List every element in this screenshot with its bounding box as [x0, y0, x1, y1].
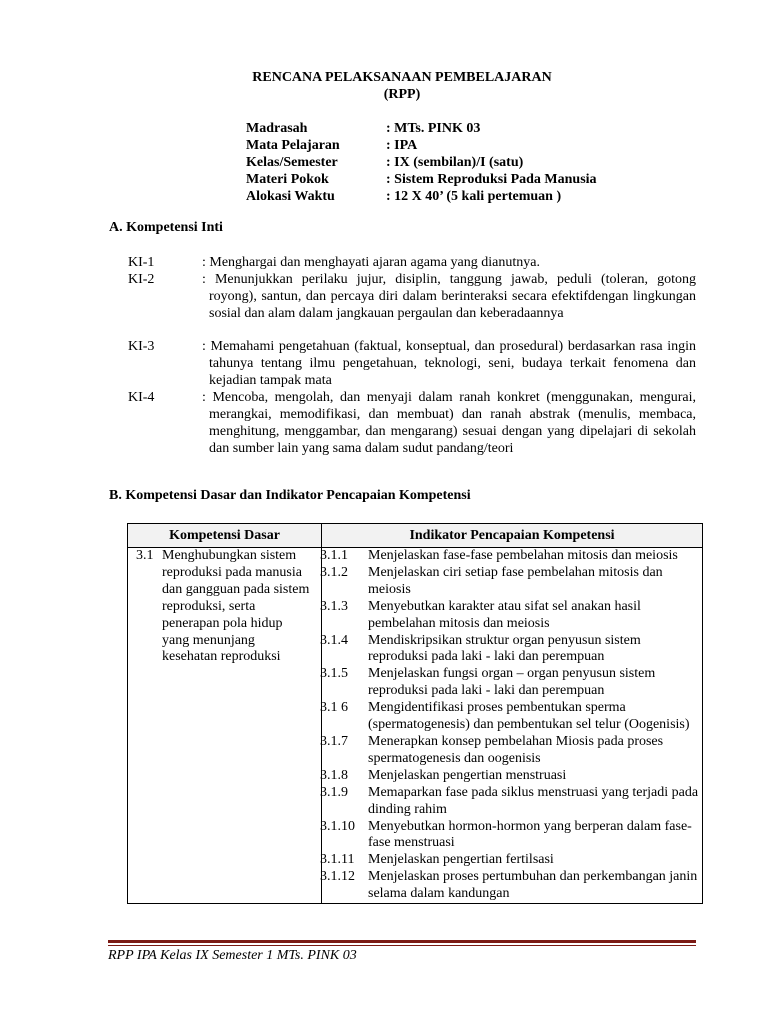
indicator-number: 3.1.5 — [320, 666, 348, 682]
ki-text: : Menghargai dan menghayati ajaran agama yang dianutnya. — [202, 255, 540, 270]
indicator-text: Menjelaskan fase-fase pembelahan mitosis dan meiosis — [368, 548, 678, 563]
competency-table — [127, 523, 703, 904]
indicator-item — [322, 734, 702, 768]
info-label: Materi Pokok — [246, 172, 329, 187]
footer-divider-thin — [108, 945, 696, 946]
indicator-text: Menjelaskan proses pertumbuhan dan perkembangan janin selama dalam kandungan — [368, 869, 698, 902]
ki-code: KI-3 — [128, 339, 155, 354]
indicator-text: Menjelaskan pengertian menstruasi — [368, 767, 567, 783]
indicator-item — [322, 785, 702, 819]
info-value: : IX (sembilan)/I (satu) — [386, 155, 524, 170]
ki-text: : Memahami pengetahuan (faktual, konseptual, dan prosedural) berdasarkan rasa ingin tahunya tentang ilmu pengetahuan, teknologi, seni, budaya terkait fenomena dan kejadian tampak mata — [202, 339, 696, 388]
indicator-number: 3.1.3 — [320, 598, 348, 614]
section-b-heading: B. Kompetensi Dasar dan Indikator Pencapaian Kompetensi — [109, 488, 471, 503]
indicator-number: 3.1.1 — [320, 548, 348, 563]
info-value: : Sistem Reproduksi Pada Manusia — [386, 172, 597, 187]
info-row-mata-pelajaran — [246, 137, 597, 154]
indicator-list — [322, 548, 702, 903]
ki-code: KI-1 — [128, 255, 155, 270]
info-row-kelas-semester — [246, 154, 597, 171]
indicator-text: Menjelaskan ciri setiap fase pembelahan mitosis dan meiosis — [368, 564, 663, 597]
indicator-cell — [322, 548, 703, 904]
ki-code: KI-2 — [128, 272, 155, 287]
ki-text: : Mencoba, mengolah, dan menyaji dalam ranah konkret (menggunakan, mengurai, merangkai, memodifikasi, dan membuat) dan ranah abstrak (menulis, membaca, menghitung, menggambar, dan mengarang) sesuai dengan yang dipelajari di sekolah dan sumber lain yang sama dalam sudut pandang/teori — [202, 390, 696, 456]
table-header-indikator: Indikator Pencapaian Kompetensi — [322, 524, 703, 548]
indicator-item — [322, 599, 702, 633]
indicator-item — [322, 548, 702, 565]
info-value: : 12 X 40’ (5 kali pertemuan ) — [386, 189, 562, 204]
kd-cell — [128, 548, 322, 904]
indicator-item — [322, 819, 702, 853]
info-row-materi-pokok — [246, 171, 597, 188]
indicator-number: 3.1.9 — [320, 784, 348, 800]
footer-divider-thick — [108, 940, 696, 943]
indicator-text: Mengidentifikasi proses pembentukan sperma (spermatogenesis) dan pembentukan sel telur (Oogenisis) — [368, 700, 690, 733]
table-header-row — [128, 524, 703, 548]
info-block — [246, 120, 597, 205]
indicator-text: Menjelaskan pengertian fertilsasi — [368, 852, 554, 868]
info-value: : MTs. PINK 03 — [386, 121, 481, 136]
indicator-text: Menjelaskan fungsi organ – organ penyusun sistem reproduksi pada laki - laki dan perempuan — [368, 666, 656, 699]
indicator-item — [322, 852, 702, 869]
info-label: Alokasi Waktu — [246, 189, 335, 204]
info-row-madrasah — [246, 120, 597, 137]
indicator-item — [322, 633, 702, 667]
info-row-alokasi-waktu — [246, 188, 597, 205]
table-row — [128, 548, 703, 904]
section-a-heading: A. Kompetensi Inti — [109, 220, 223, 235]
document-title: RENCANA PELAKSANAAN PEMBELAJARAN — [252, 70, 552, 85]
indicator-number: 3.1.4 — [320, 632, 348, 648]
indicator-item — [322, 565, 702, 599]
indicator-number: 3.1.10 — [320, 818, 355, 834]
indicator-item — [322, 869, 702, 903]
ki-code: KI-4 — [128, 390, 155, 405]
indicator-item — [322, 700, 702, 734]
indicator-number: 3.1.8 — [320, 767, 348, 783]
indicator-number: 3.1.7 — [320, 733, 348, 749]
table-header-kd: Kompetensi Dasar — [128, 524, 322, 548]
indicator-text: Memaparkan fase pada siklus menstruasi yang terjadi pada dinding rahim — [368, 784, 699, 817]
indicator-number: 3.1 6 — [320, 700, 348, 716]
info-label: Mata Pelajaran — [246, 138, 340, 153]
kd-number: 3.1 — [136, 548, 154, 563]
indicator-text: Menyebutkan karakter atau sifat sel anakan hasil pembelahan mitosis dan meiosis — [368, 598, 641, 631]
indicator-item — [322, 666, 702, 700]
ki-text: : Menunjukkan perilaku jujur, disiplin, tanggung jawab, peduli (toleran, gotong royong), santun, dan percaya diri dalam berinteraksi secara efektifdengan lingkungan sosial dan alam dalam jangkauan pergaulan dan keberadaannya — [202, 272, 696, 321]
indicator-item — [322, 768, 702, 785]
info-value: : IPA — [386, 138, 418, 153]
info-label: Madrasah — [246, 121, 308, 136]
indicator-text: Menerapkan konsep pembelahan Miosis pada proses spermatogenesis dan oogenisis — [368, 733, 664, 766]
footer-text: RPP IPA Kelas IX Semester 1 MTs. PINK 03 — [108, 948, 357, 963]
indicator-text: Menyebutkan hormon-hormon yang berperan dalam fase-fase menstruasi — [368, 818, 692, 851]
indicator-number: 3.1.12 — [320, 869, 355, 885]
indicator-number: 3.1.11 — [320, 852, 355, 868]
document-subtitle: (RPP) — [383, 87, 421, 102]
info-label: Kelas/Semester — [246, 155, 338, 170]
indicator-number: 3.1.2 — [320, 564, 348, 580]
indicator-text: Mendiskripsikan struktur organ penyusun sistem reproduksi pada laki - laki dan perempuan — [368, 632, 641, 665]
kd-text: Menghubungkan sistem reproduksi pada manusia dan gangguan pada sistem reproduksi, serta penerapan pola hidup yang menunjang kesehatan reproduksi — [162, 548, 310, 665]
